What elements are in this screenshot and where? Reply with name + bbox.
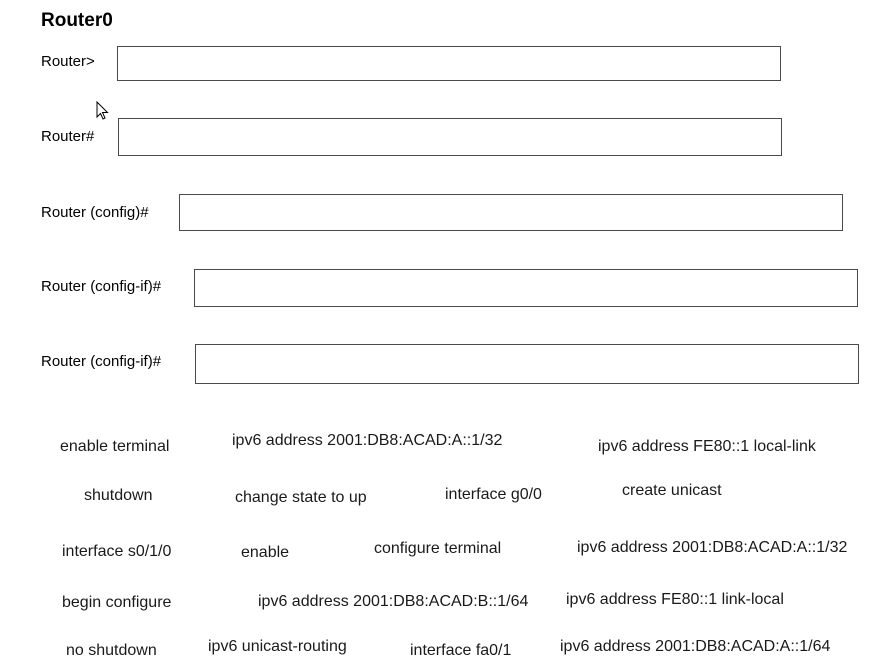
option-ipv6-address-acad-b-64[interactable]: ipv6 address 2001:DB8:ACAD:B::1/64 — [258, 593, 529, 610]
option-change-state-to-up[interactable]: change state to up — [235, 489, 367, 506]
option-ipv6-address-acad-a-32-second[interactable]: ipv6 address 2001:DB8:ACAD:A::1/32 — [577, 539, 848, 556]
answer-box-user-exec[interactable] — [117, 46, 781, 81]
option-enable[interactable]: enable — [241, 544, 290, 561]
answer-box-interface-config-1[interactable] — [194, 269, 858, 307]
prompt-privileged-exec: Router# — [41, 128, 95, 145]
option-begin-configure[interactable]: begin configure — [62, 594, 172, 611]
option-ipv6-unicast-routing[interactable]: ipv6 unicast-routing — [208, 638, 347, 655]
option-ipv6-address-acad-a-64[interactable]: ipv6 address 2001:DB8:ACAD:A::1/64 — [560, 638, 831, 655]
answer-box-interface-config-2[interactable] — [195, 344, 859, 384]
option-ipv6-address-fe80-local-link[interactable]: ipv6 address FE80::1 local-link — [598, 438, 816, 455]
prompt-interface-config-2: Router (config-if)# — [41, 353, 162, 370]
option-enable-terminal[interactable]: enable terminal — [60, 438, 170, 455]
option-no-shutdown[interactable]: no shutdown — [66, 642, 157, 659]
option-ipv6-address-acad-a-32[interactable]: ipv6 address 2001:DB8:ACAD:A::1/32 — [232, 432, 503, 449]
answer-box-global-config[interactable] — [179, 194, 843, 231]
option-shutdown[interactable]: shutdown — [84, 487, 153, 504]
option-configure-terminal[interactable]: configure terminal — [374, 540, 502, 557]
option-interface-s0-1-0[interactable]: interface s0/1/0 — [62, 543, 172, 560]
page-title: Router0 — [41, 10, 113, 31]
mouse-pointer-icon — [96, 101, 110, 121]
option-create-unicast[interactable]: create unicast — [622, 482, 722, 499]
prompt-interface-config-1: Router (config-if)# — [41, 278, 162, 295]
option-interface-g0-0[interactable]: interface g0/0 — [445, 486, 542, 503]
prompt-global-config: Router (config)# — [41, 204, 149, 221]
prompt-user-exec: Router> — [41, 53, 95, 70]
option-interface-fa0-1[interactable]: interface fa0/1 — [410, 642, 512, 659]
answer-box-privileged-exec[interactable] — [118, 118, 782, 156]
option-ipv6-address-fe80-link-local[interactable]: ipv6 address FE80::1 link-local — [566, 591, 784, 608]
